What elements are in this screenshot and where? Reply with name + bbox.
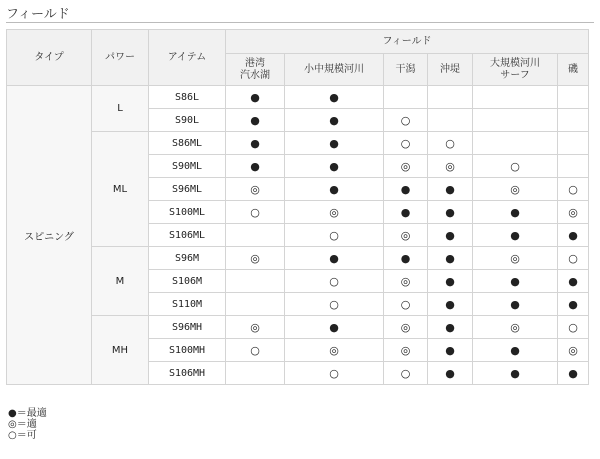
rating-cell: ○ — [558, 247, 589, 270]
table-body — [7, 86, 589, 385]
item-cell: S96ML — [149, 178, 226, 201]
header-field-line: 小中規模河川 — [304, 63, 364, 75]
rating-cell: ● — [285, 132, 384, 155]
rating-cell: ○ — [285, 293, 384, 316]
item-cell: S90ML — [149, 155, 226, 178]
rating-cell — [558, 155, 589, 178]
rating-cell: ● — [285, 86, 384, 109]
rating-cell: ● — [384, 247, 428, 270]
item-cell: S100ML — [149, 201, 226, 224]
rating-cell: ● — [384, 201, 428, 224]
power-cell: ML — [92, 132, 149, 247]
rating-cell: ◎ — [473, 316, 558, 339]
rating-cell: ○ — [384, 293, 428, 316]
rating-cell: ◎ — [558, 339, 589, 362]
rating-cell: ○ — [226, 201, 285, 224]
rating-cell: ● — [285, 178, 384, 201]
header-field-5 — [558, 54, 589, 86]
rating-cell — [428, 109, 473, 132]
power-cell: M — [92, 247, 149, 316]
item-cell: S86ML — [149, 132, 226, 155]
title-divider — [6, 22, 594, 23]
rating-cell: ○ — [226, 339, 285, 362]
rating-cell: ● — [473, 339, 558, 362]
rating-cell — [226, 362, 285, 385]
header-field-line: 汽水湖 — [240, 69, 270, 81]
rating-cell: ○ — [473, 155, 558, 178]
rating-cell: ◎ — [285, 339, 384, 362]
rating-cell: ◎ — [384, 270, 428, 293]
header-power: パワー — [92, 30, 149, 86]
rating-cell: ● — [558, 293, 589, 316]
rating-cell: ◎ — [473, 247, 558, 270]
item-cell: S106ML — [149, 224, 226, 247]
rating-cell: ● — [428, 293, 473, 316]
rating-cell: ● — [226, 109, 285, 132]
header-field-line: 磯 — [568, 63, 579, 75]
rating-cell — [558, 86, 589, 109]
item-cell: S106M — [149, 270, 226, 293]
rating-cell: ◎ — [428, 155, 473, 178]
rating-cell — [473, 86, 558, 109]
rating-cell: ● — [226, 132, 285, 155]
item-cell: S96MH — [149, 316, 226, 339]
header-field-3 — [428, 54, 473, 86]
rating-cell: ○ — [558, 178, 589, 201]
rating-cell: ○ — [384, 109, 428, 132]
rating-cell — [473, 109, 558, 132]
header-field-line: 沖堤 — [440, 63, 460, 75]
item-cell: S106MH — [149, 362, 226, 385]
power-cell: MH — [92, 316, 149, 385]
legend-item: ◎＝適 — [8, 419, 37, 430]
rating-cell: ○ — [285, 224, 384, 247]
rating-cell: ● — [428, 178, 473, 201]
item-cell: S100MH — [149, 339, 226, 362]
rating-cell: ◎ — [226, 247, 285, 270]
table-row — [7, 247, 589, 270]
rating-cell: ● — [473, 270, 558, 293]
header-field-line: サーフ — [500, 69, 530, 81]
rating-cell: ◎ — [384, 339, 428, 362]
rating-cell: ○ — [384, 132, 428, 155]
rating-cell: ● — [473, 362, 558, 385]
rating-cell: ● — [428, 201, 473, 224]
rating-cell: ○ — [285, 270, 384, 293]
rating-cell: ● — [473, 201, 558, 224]
legend — [8, 409, 47, 442]
rating-cell: ● — [428, 224, 473, 247]
rating-cell — [428, 86, 473, 109]
legend-item: ○＝可 — [8, 430, 37, 441]
rating-cell: ● — [558, 362, 589, 385]
item-cell: S90L — [149, 109, 226, 132]
header-field-line: 干潟 — [395, 63, 416, 75]
item-cell: S86L — [149, 86, 226, 109]
rating-cell: ● — [473, 224, 558, 247]
rating-cell: ◎ — [473, 178, 558, 201]
rating-cell: ○ — [428, 132, 473, 155]
rating-cell: ● — [428, 339, 473, 362]
legend-item: ●＝最適 — [8, 408, 47, 419]
rating-cell: ● — [558, 270, 589, 293]
rating-cell: ● — [226, 86, 285, 109]
rating-cell: ● — [285, 109, 384, 132]
rating-cell: ○ — [558, 316, 589, 339]
rating-cell: ● — [428, 270, 473, 293]
header-field-0 — [226, 54, 285, 86]
rating-cell — [226, 224, 285, 247]
rating-cell: ◎ — [285, 201, 384, 224]
rating-cell: ◎ — [226, 316, 285, 339]
rating-cell: ○ — [285, 362, 384, 385]
rating-cell: ◎ — [384, 316, 428, 339]
header-field: フィールド — [226, 30, 589, 54]
header-field-1 — [285, 54, 384, 86]
header-field-line: 大規模河川 — [490, 57, 540, 69]
header-type: タイプ — [7, 30, 92, 86]
rating-cell: ● — [428, 362, 473, 385]
rating-cell — [558, 132, 589, 155]
power-cell: L — [92, 86, 149, 132]
rating-cell: ◎ — [384, 224, 428, 247]
header-item: アイテム — [149, 30, 226, 86]
type-cell: スピニング — [7, 86, 92, 385]
rating-cell: ● — [285, 247, 384, 270]
rating-cell: ○ — [384, 362, 428, 385]
item-cell: S110M — [149, 293, 226, 316]
table-row — [7, 86, 589, 109]
rating-cell: ● — [384, 178, 428, 201]
rating-cell: ◎ — [384, 155, 428, 178]
field-suitability-table — [6, 29, 589, 385]
rating-cell: ● — [226, 155, 285, 178]
rating-cell — [473, 132, 558, 155]
header-field-2 — [384, 54, 428, 86]
rating-cell: ● — [473, 293, 558, 316]
header-field-4 — [473, 54, 558, 86]
rating-cell — [226, 293, 285, 316]
rating-cell: ● — [285, 155, 384, 178]
rating-cell: ● — [558, 224, 589, 247]
item-cell: S96M — [149, 247, 226, 270]
rating-cell: ◎ — [558, 201, 589, 224]
section-title: フィールド — [6, 7, 70, 22]
table-row — [7, 132, 589, 155]
table-row — [7, 316, 589, 339]
rating-cell — [558, 109, 589, 132]
rating-cell: ● — [285, 316, 384, 339]
header-field-line: 港湾 — [245, 57, 265, 69]
rating-cell — [226, 270, 285, 293]
rating-cell — [384, 86, 428, 109]
rating-cell: ◎ — [226, 178, 285, 201]
rating-cell: ● — [428, 316, 473, 339]
rating-cell: ● — [428, 247, 473, 270]
